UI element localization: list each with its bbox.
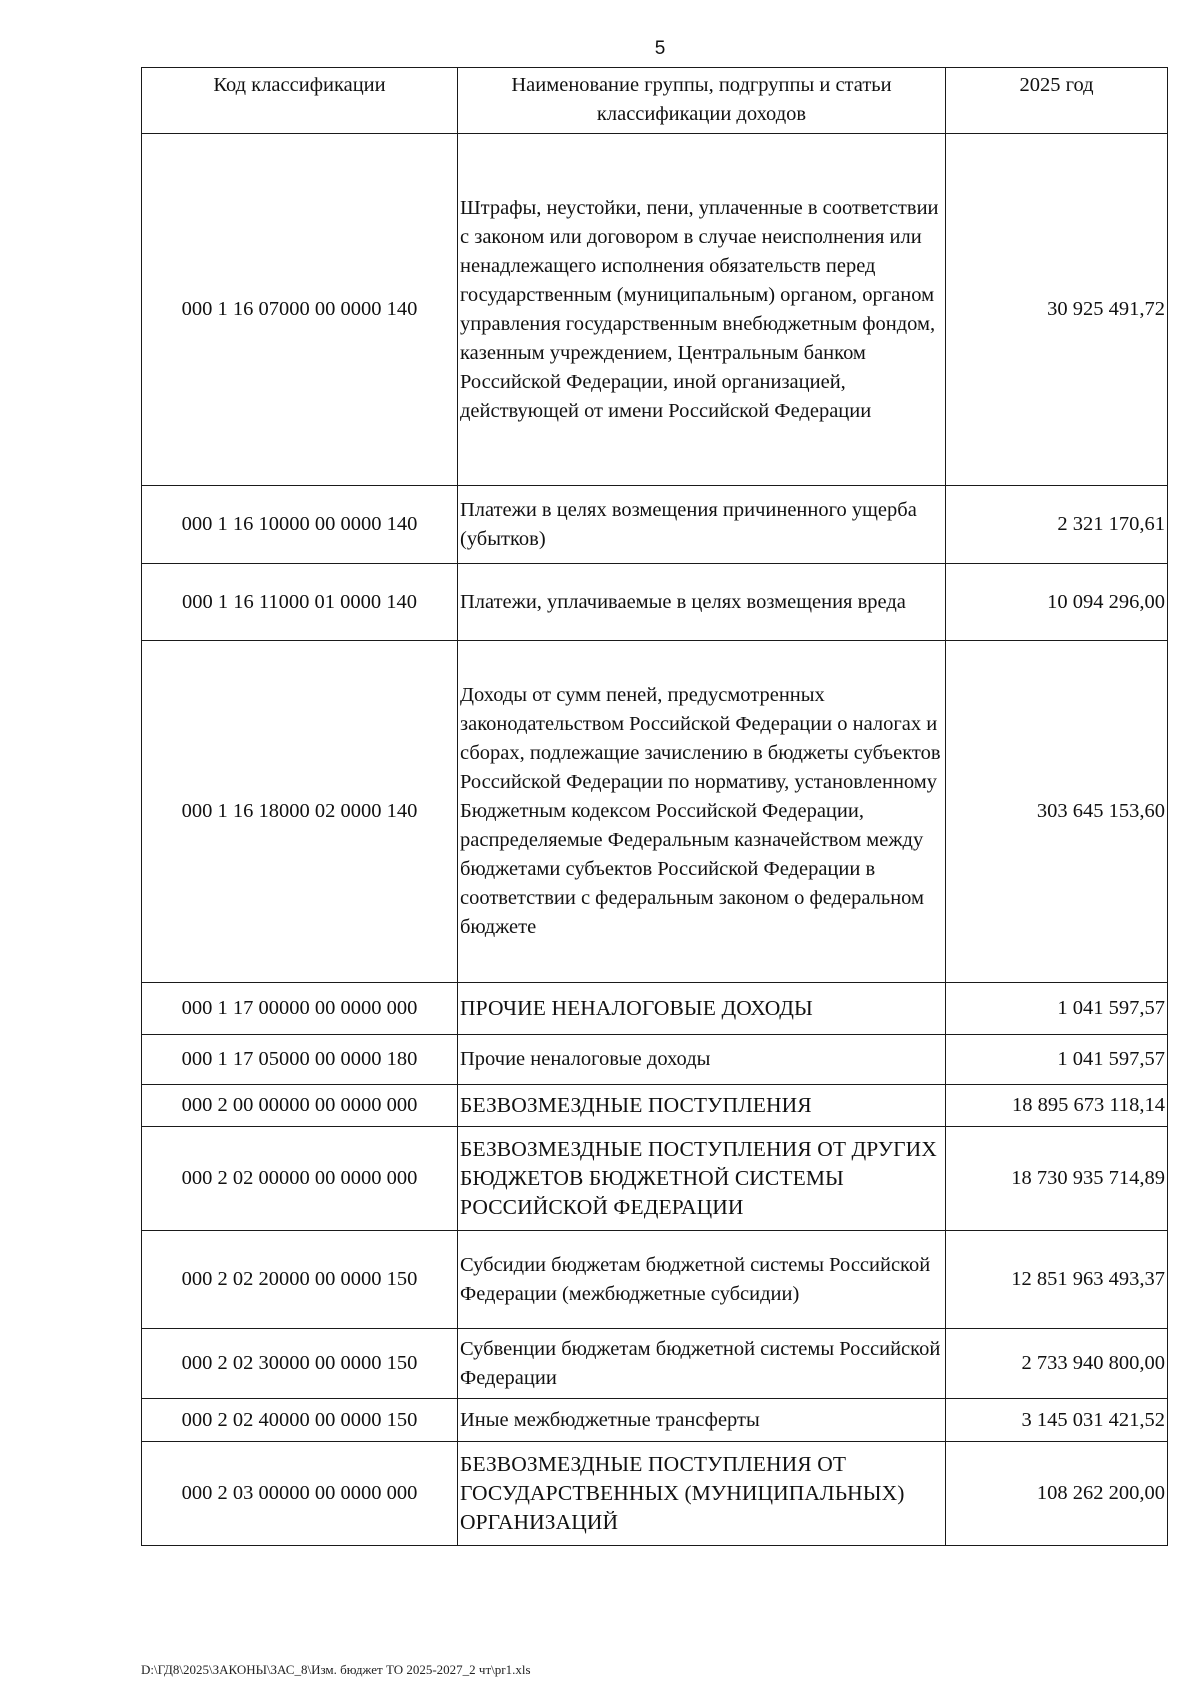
row-amount: 30 925 491,72 (946, 134, 1168, 486)
header-year: 2025 год (946, 68, 1168, 134)
row-code: 000 1 16 07000 00 0000 140 (142, 134, 458, 486)
table-header-row (142, 68, 1168, 134)
row-code: 000 2 02 00000 00 0000 000 (142, 1127, 458, 1231)
table-row (142, 1085, 1168, 1127)
table-row (142, 1035, 1168, 1085)
row-code: 000 1 16 18000 02 0000 140 (142, 641, 458, 983)
row-amount: 12 851 963 493,37 (946, 1231, 1168, 1329)
table-row (142, 1442, 1168, 1546)
row-name: Субвенции бюджетам бюджетной системы Российской Федерации (458, 1329, 946, 1399)
table-row (142, 564, 1168, 641)
row-name: БЕЗВОЗМЕЗДНЫЕ ПОСТУПЛЕНИЯ (458, 1085, 946, 1127)
row-code: 000 2 03 00000 00 0000 000 (142, 1442, 458, 1546)
page-number: 5 (654, 38, 666, 59)
table-row (142, 486, 1168, 564)
row-name: ПРОЧИЕ НЕНАЛОГОВЫЕ ДОХОДЫ (458, 983, 946, 1035)
row-amount: 2 321 170,61 (946, 486, 1168, 564)
row-amount: 1 041 597,57 (946, 983, 1168, 1035)
row-code: 000 1 17 00000 00 0000 000 (142, 983, 458, 1035)
row-code: 000 2 00 00000 00 0000 000 (142, 1085, 458, 1127)
row-code: 000 2 02 30000 00 0000 150 (142, 1329, 458, 1399)
row-name: Прочие неналоговые доходы (458, 1035, 946, 1085)
row-name: БЕЗВОЗМЕЗДНЫЕ ПОСТУПЛЕНИЯ ОТ ГОСУДАРСТВЕННЫХ (МУНИЦИПАЛЬНЫХ) ОРГАНИЗАЦИЙ (458, 1442, 946, 1546)
row-code: 000 1 16 10000 00 0000 140 (142, 486, 458, 564)
row-amount: 18 895 673 118,14 (946, 1085, 1168, 1127)
row-code: 000 1 17 05000 00 0000 180 (142, 1035, 458, 1085)
row-amount: 108 262 200,00 (946, 1442, 1168, 1546)
row-name: БЕЗВОЗМЕЗДНЫЕ ПОСТУПЛЕНИЯ ОТ ДРУГИХ БЮДЖЕТОВ БЮДЖЕТНОЙ СИСТЕМЫ РОССИЙСКОЙ ФЕДЕРАЦИИ (458, 1127, 946, 1231)
header-name: Наименование группы, подгруппы и статьи классификации доходов (458, 68, 946, 134)
row-amount: 1 041 597,57 (946, 1035, 1168, 1085)
table-row (142, 1231, 1168, 1329)
table-row (142, 1127, 1168, 1231)
row-name: Доходы от сумм пеней, предусмотренных законодательством Российской Федерации о налогах и сборах, подлежащие зачислению в бюджеты субъектов Российской Федерации по нормативу, установленному Бюджетным кодексом Российской Федерации, распределяемые Федеральным казначейством между бюджетами субъектов Российской Федерации в соответствии с федеральным законом о федеральном бюджете (458, 641, 946, 983)
table-row (142, 1329, 1168, 1399)
row-name: Иные межбюджетные трансферты (458, 1399, 946, 1442)
row-amount: 303 645 153,60 (946, 641, 1168, 983)
header-code: Код классификации (142, 68, 458, 134)
table-row (142, 641, 1168, 983)
row-amount: 18 730 935 714,89 (946, 1127, 1168, 1231)
row-amount: 2 733 940 800,00 (946, 1329, 1168, 1399)
row-code: 000 1 16 11000 01 0000 140 (142, 564, 458, 641)
row-name: Штрафы, неустойки, пени, уплаченные в соответствии с законом или договором в случае неисполнения или ненадлежащего исполнения обязательств перед государственным (муниципальным) органом, органом управления государственным внебюджетным фондом, казенным учреждением, Центральным банком Российской Федерации, иной организацией, действующей от имени Российской Федерации (458, 134, 946, 486)
table-row (142, 1399, 1168, 1442)
row-code: 000 2 02 20000 00 0000 150 (142, 1231, 458, 1329)
table-row (142, 983, 1168, 1035)
table-row (142, 134, 1168, 486)
row-name: Платежи, уплачиваемые в целях возмещения вреда (458, 564, 946, 641)
revenue-classification-table (141, 67, 1168, 1546)
row-name: Платежи в целях возмещения причиненного ущерба (убытков) (458, 486, 946, 564)
row-name: Субсидии бюджетам бюджетной системы Российской Федерации (межбюджетные субсидии) (458, 1231, 946, 1329)
file-path-footer: D:\ГД8\2025\ЗАКОНЫ\ЗАС_8\Изм. бюджет ТО 2025-2027_2 чт\pr1.xls (141, 1662, 531, 1677)
row-code: 000 2 02 40000 00 0000 150 (142, 1399, 458, 1442)
row-amount: 10 094 296,00 (946, 564, 1168, 641)
row-amount: 3 145 031 421,52 (946, 1399, 1168, 1442)
